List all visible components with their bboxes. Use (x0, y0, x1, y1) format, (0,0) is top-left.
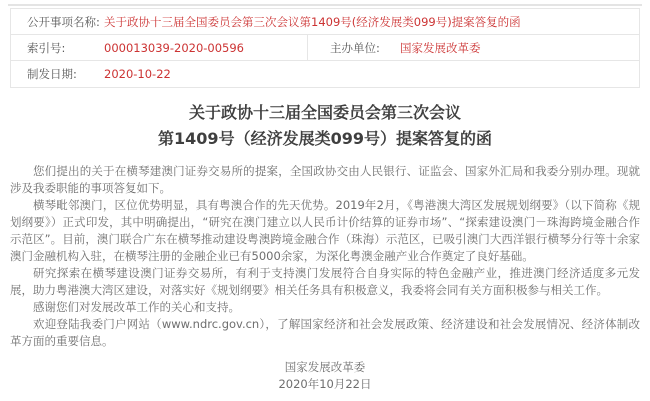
document-content (10, 88, 640, 393)
signature-block (10, 359, 640, 393)
index-number-label: 索引号: (27, 40, 66, 55)
signature-org: 国家发展改革委 (284, 360, 366, 374)
index-and-unit-row (11, 35, 639, 61)
signature-date: 2020年10月22日 (278, 377, 372, 391)
document-title-line1: 关于政协十三届全国委员会第三次会议 (188, 103, 461, 122)
issuing-unit-label: 主办单位: (330, 40, 380, 55)
index-number-cell (11, 35, 308, 60)
disclosure-info-table (10, 8, 640, 88)
issuing-unit-cell (308, 35, 639, 60)
disclosure-name-value[interactable]: 关于政协十三届全国委员会第三次会议第1409号(经济发展类099号)提案答复的函 (104, 14, 521, 29)
doc-paragraph: 横琴毗邻澳门，区位优势明显，具有粤澳合作的先天优势。2019年2月，《粤港澳大湾区发展规划纲要》（以下简称《规划纲要》）正式印发，其中明确提出，“研究在澳门建立以人民币计价结算的证券市场”、“探索建设澳门－珠海跨境金融合作示范区”。目前，澳门联合广东在横琴推动建设粤澳跨境金融合作（珠海）示范区，已吸引澳门大西洋银行横琴分行等十余家澳门金融机构入驻，在横琴注册的金融企业已有5000余家，为深化粤澳金融产业合作奠定了良好基础。 (10, 198, 640, 263)
disclosure-name-row (11, 9, 639, 35)
issuing-unit-value: 国家发展改革委 (400, 40, 481, 55)
doc-paragraph: 感谢您们对发展改革工作的关心和支持。 (33, 300, 240, 314)
document-body (10, 163, 640, 350)
top-divider (8, 4, 642, 6)
index-number-value: 000013039-2020-00596 (104, 40, 244, 55)
issue-date-label: 制发日期: (27, 67, 77, 81)
issue-date-value: 2020-10-22 (104, 67, 171, 81)
issue-date-row (11, 61, 639, 87)
document-title-line2: 第1409号（经济发展类099号）提案答复的函 (158, 129, 492, 148)
doc-paragraph: 您们提出的关于在横琴建澳门证券交易所的提案，全国政协交由人民银行、证监会、国家外汇局和我委分别办理。现就涉及我委职能的事项答复如下。 (10, 164, 640, 195)
document-title (10, 100, 640, 152)
doc-paragraph: 研究探索在横琴建设澳门证券交易所，有利于支持澳门发展符合自身实际的特色金融产业，推进澳门经济适度多元发展，助力粤港澳大湾区建设，对落实好《规划纲要》相关任务具有积极意义，我委将会同有关方面积极参与相关工作。 (10, 266, 640, 297)
disclosure-name-label: 公开事项名称: (27, 14, 100, 29)
doc-paragraph: 欢迎登陆我委门户网站（www.ndrc.gov.cn），了解国家经济和社会发展政策、经济建设和社会发展情况、经济体制改革方面的重要信息。 (10, 317, 640, 348)
